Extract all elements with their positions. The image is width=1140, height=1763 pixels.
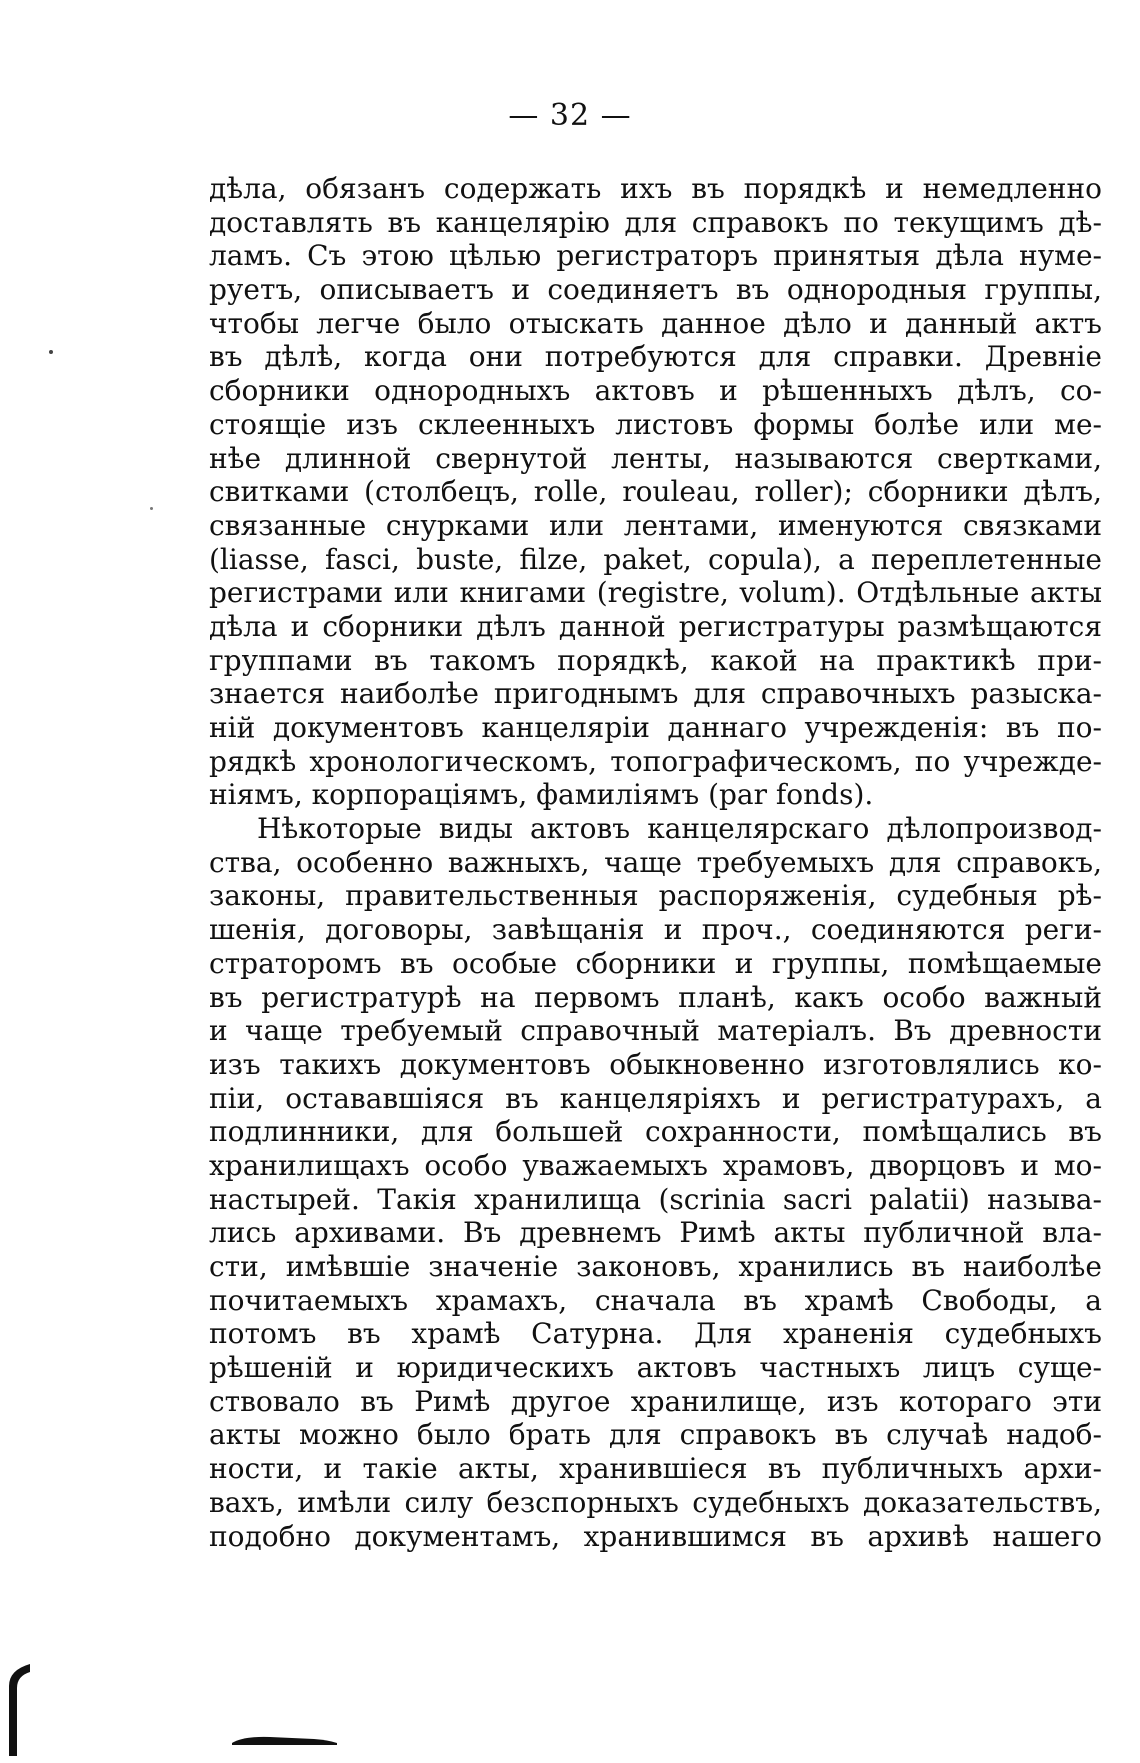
text-line: знается наиболѣе пригоднымъ для справочныхъ разыска- [209, 677, 1102, 711]
text-line: рядкѣ хронологическомъ, топографическомъ, по учрежде- [209, 744, 1102, 778]
text-line: піи, остававшіяся въ канцеляріяхъ и регистратурахъ, а [209, 1081, 1102, 1115]
paragraph-2 [209, 812, 1102, 1553]
text-line: акты можно было брать для справокъ въ случаѣ надоб- [209, 1418, 1102, 1452]
text-line: связанные снурками или лентами, именуются связками [209, 508, 1102, 542]
scan-speck [49, 350, 53, 354]
text-line: сборники однородныхъ актовъ и рѣшенныхъ дѣлъ, со- [209, 374, 1102, 408]
text-line: страторомъ въ особые сборники и группы, помѣщаемые [209, 946, 1102, 980]
text-line: почитаемыхъ храмахъ, сначала въ храмѣ Свободы, а [209, 1283, 1102, 1317]
text-line: ніямъ, корпораціямъ, фамиліямъ (par fonds). [209, 778, 874, 812]
text-line: ности, и такіе акты, хранившіеся въ публичныхъ архи- [209, 1452, 1102, 1486]
scan-corner-mark [6, 1656, 32, 1756]
text-line: вахъ, имѣли силу безспорныхъ судебныхъ доказательствъ, [209, 1485, 1102, 1519]
text-line: свитками (столбецъ, rolle, rouleau, roller); сборники дѣлъ, [209, 475, 1102, 509]
page-number: — 32 — [508, 98, 632, 133]
text-line: лись архивами. Въ древнемъ Римѣ акты публичной вла- [209, 1216, 1102, 1250]
text-line: въ регистратурѣ на первомъ планѣ, какъ особо важный [209, 980, 1102, 1014]
text-line: подобно документамъ, хранившимся въ архивѣ нашего [209, 1519, 1102, 1553]
text-line: нѣе длинной свернутой ленты, называются свертками, [209, 441, 1102, 475]
text-line: сти, имѣвшіе значеніе законовъ, хранились въ наиболѣе [209, 1250, 1102, 1283]
text-line: дѣла, обязанъ содержать ихъ въ порядкѣ и немедленно [209, 172, 1102, 205]
text-line: законы, правительственныя распоряженія, судебныя рѣ- [209, 879, 1102, 913]
paragraph-1 [209, 172, 1102, 812]
text-line: подлинники, для большей сохранности, помѣщались въ [209, 1115, 1102, 1149]
scan-speck [150, 507, 153, 510]
text-line: ствовало въ Римѣ другое хранилище, изъ котораго эти [209, 1384, 1102, 1418]
text-line: настырей. Такія хранилища (scrinia sacri palatii) называ- [209, 1182, 1102, 1216]
text-line: Нѣкоторые виды актовъ канцелярскаго дѣлопроизвод- [257, 812, 1102, 846]
text-line: доставлять въ канцелярію для справокъ по текущимъ дѣ- [209, 205, 1102, 239]
scan-edge-mark [232, 1734, 337, 1746]
text-line: въ дѣлѣ, когда они потребуются для справки. Древніе [209, 340, 1102, 374]
text-line: шенія, договоры, завѣщанія и проч., соединяются реги- [209, 913, 1102, 947]
text-line: ства, особенно важныхъ, чаще требуемыхъ для справокъ, [209, 845, 1102, 879]
text-line: хранилищахъ особо уважаемыхъ храмовъ, дворцовъ и мо- [209, 1148, 1102, 1182]
text-line: регистрами или книгами (registre, volum). Отдѣльные акты [209, 576, 1102, 610]
text-line: стоящіе изъ склеенныхъ листовъ формы болѣе или ме- [209, 407, 1102, 441]
text-line: изъ такихъ документовъ обыкновенно изготовлялись ко- [209, 1047, 1102, 1081]
text-line: дѣла и сборники дѣлъ данной регистратуры размѣщаются [209, 609, 1102, 643]
text-line: группами въ такомъ порядкѣ, какой на практикѣ при- [209, 643, 1102, 677]
text-line: потомъ въ храмѣ Сатурна. Для храненія судебныхъ [209, 1317, 1102, 1351]
body-text [209, 172, 1102, 1553]
text-line: и чаще требуемый справочный матеріалъ. Въ древности [209, 1014, 1102, 1048]
text-line: ламъ. Съ этою цѣлью регистраторъ принятыя дѣла нуме- [209, 239, 1102, 273]
text-line: рѣшеній и юридическихъ актовъ частныхъ лицъ суще- [209, 1351, 1102, 1385]
text-line: (liasse, fasci, buste, filze, paket, copula), а переплетенные [209, 542, 1102, 576]
text-line: ній документовъ канцеляріи даннаго учрежденія: въ по- [209, 711, 1102, 744]
text-line: руетъ, описываетъ и соединяетъ въ однородныя группы, [209, 273, 1102, 307]
text-line: чтобы легче было отыскать данное дѣло и данный актъ [209, 306, 1102, 340]
